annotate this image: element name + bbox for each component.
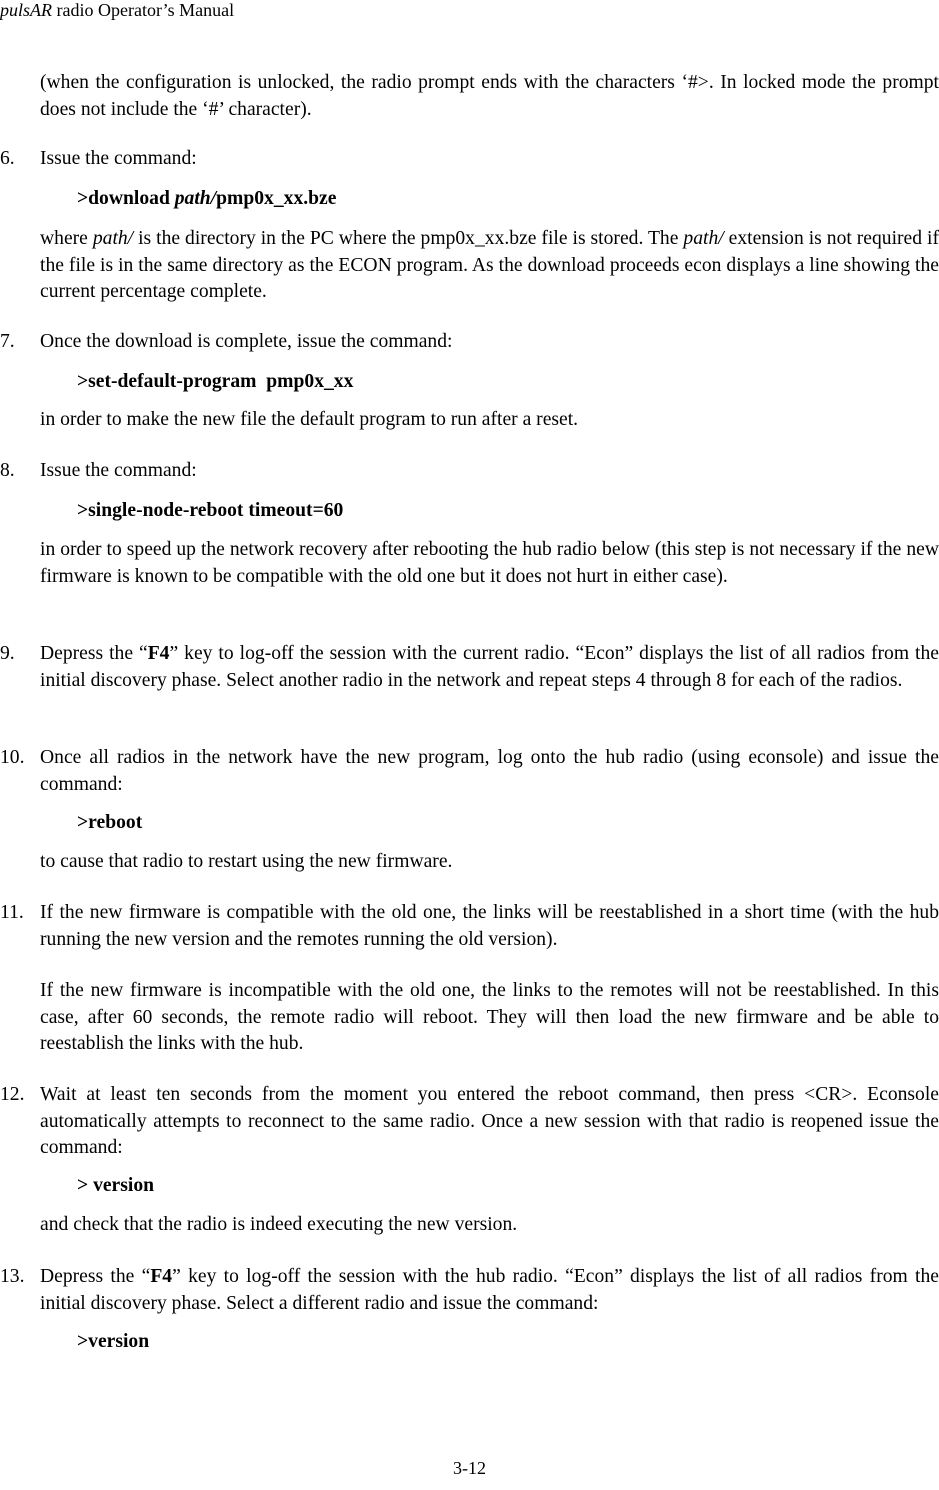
step-7-command: >set-default-program pmp0x_xx [77,371,354,392]
step-13-number: 13. [0,1266,25,1287]
f4-key: F4 [147,643,170,664]
step-10-explanation: to cause that radio to restart using the new firmware. [40,851,453,872]
brand-name: pulsAR [0,0,52,20]
step-7-number: 7. [0,331,15,352]
page-number: 3-12 [453,1458,486,1478]
step-13-command: >version [77,1331,150,1352]
step-6-number: 6. [0,148,15,169]
step-9-number: 9. [0,643,15,664]
step-8-explanation: in order to speed up the network recovery after rebooting the hub radio below (this step is not necessary if the new firmware is known to be compatible with the old one but it does not hurt in either case). [40,539,939,587]
step-8-text: Issue the command: [40,460,197,481]
step-12-text: Wait at least ten seconds from the moment you entered the reboot command, then press <CR>. Econsole automatically attempts to reconnect to the same radio. Once a new session with that radio is reopened issue the command: [40,1084,939,1158]
step-6-text: Issue the command: [40,148,197,169]
step-11-text: If the new firmware is compatible with the old one, the links will be reestablished in a short time (with the hub running the new version and the remotes running the old version). [40,902,939,950]
step-12-explanation: and check that the radio is indeed executing the new version. [40,1214,518,1235]
step-11-paragraph-2: If the new firmware is incompatible with the old one, the links to the remotes will not be reestablished. In this case, after 60 seconds, the remote radio will reboot. They will then load the new firmware and be able to reestablish the links with the hub. [40,980,939,1054]
step-12-number: 12. [0,1084,25,1105]
running-header [0,0,234,20]
f4-key: F4 [150,1266,173,1287]
header-title: radio Operator’s Manual [52,0,235,20]
step-10-command: >reboot [77,812,143,833]
step-7-explanation: in order to make the new file the default program to run after a reset. [40,409,579,430]
step-10-number: 10. [0,747,25,768]
step-6-command: >download path/pmp0x_xx.bze [77,188,337,209]
intro-paragraph: (when the configuration is unlocked, the radio prompt ends with the characters ‘#>. In locked mode the prompt does not include the ‘#’ character). [40,72,939,120]
step-12-command: > version [77,1175,155,1196]
step-7-text: Once the download is complete, issue the command: [40,331,453,352]
step-10-text: Once all radios in the network have the new program, log onto the hub radio (using econsole) and issue the command: [40,747,939,795]
step-9-text: Depress the “F4” key to log-off the session with the current radio. “Econ” displays the list of all radios from the initial discovery phase. Select another radio in the network and repeat steps 4 through 8 for each of the radios. [40,643,939,691]
step-8-command: >single-node-reboot timeout=60 [77,500,344,521]
step-13-text: Depress the “F4” key to log-off the session with the hub radio. “Econ” displays the list of all radios from the initial discovery phase. Select a different radio and issue the command: [40,1266,939,1314]
step-11-number: 11. [0,902,24,923]
step-8-number: 8. [0,460,15,481]
step-6-explanation: where path/ is the directory in the PC where the pmp0x_xx.bze file is stored. The path/ extension is not required if the file is in the same directory as the ECON program. As the download proceeds econ displays a line showing the current percentage complete. [40,228,939,302]
